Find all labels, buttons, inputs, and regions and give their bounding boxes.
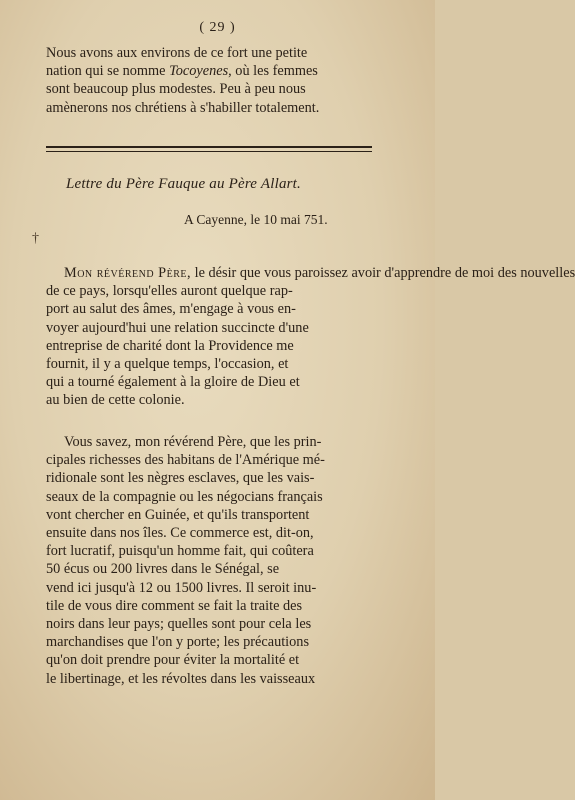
top-paragraph bbox=[46, 44, 372, 117]
text-line: au bien de cette colonie. bbox=[46, 392, 185, 409]
text-line: qu'on doit prendre pour éviter la mortalité et bbox=[46, 652, 300, 669]
text-line: noirs dans leur pays; quelles sont pour cela les bbox=[46, 616, 312, 633]
tribe-name: Tocoyenes bbox=[169, 63, 229, 80]
text-line: voyer aujourd'hui une relation succincte d'une bbox=[46, 319, 309, 336]
text-line: ridionale sont les nègres esclaves, que les vais- bbox=[46, 470, 315, 487]
text-line: cipales richesses des habitans de l'Amérique mé- bbox=[46, 452, 325, 469]
text-line: Nous avons aux environs de ce fort une petite bbox=[46, 45, 308, 61]
text-line: entreprise de charité dont la Providence me bbox=[46, 337, 294, 354]
second-paragraph bbox=[46, 433, 372, 688]
text-line: seaux de la compagnie ou les négocians français bbox=[46, 488, 323, 505]
text-line: fort lucratif, puisqu'un homme fait, qui coûtera bbox=[46, 543, 314, 560]
text-line: vend ici jusqu'à 12 ou 1500 livres. Il seroit inu- bbox=[46, 579, 317, 596]
text-line: tile de vous dire comment se fait la traite des bbox=[46, 597, 303, 614]
text-line bbox=[46, 264, 575, 282]
text-line: sont beaucoup plus modestes. Peu à peu nous bbox=[46, 81, 306, 98]
text-line: de ce pays, lorsqu'elles auront quelque rap- bbox=[46, 283, 293, 300]
margin-mark: † bbox=[32, 231, 39, 246]
text-line: marchandises que l'on y porte; les précautions bbox=[46, 634, 310, 651]
dateline: A Cayenne, le 10 mai 751. bbox=[184, 212, 328, 227]
section-divider-thin bbox=[46, 151, 372, 152]
text-line-rest: le désir que vous paroissez avoir d'apprendre de moi des nouvelles bbox=[191, 265, 575, 281]
text-line: ensuite dans nos îles. Ce commerce est, dit-on, bbox=[46, 525, 314, 542]
text-line: le libertinage, et les révoltes dans les vaisseaux bbox=[46, 670, 316, 687]
text-line: port au salut des âmes, m'engage à vous en- bbox=[46, 301, 296, 318]
text-line: 50 écus ou 200 livres dans le Sénégal, se bbox=[46, 561, 280, 578]
page-number: ( 29 ) bbox=[199, 20, 236, 35]
text-line: fournit, il y a quelque temps, l'occasion, et bbox=[46, 356, 289, 373]
section-divider bbox=[46, 146, 372, 148]
letter-paragraph bbox=[46, 264, 575, 410]
text-line: Vous savez, mon révérend Père, que les prin- bbox=[64, 434, 322, 450]
text-line: vont chercher en Guinée, et qu'ils transportent bbox=[46, 506, 310, 523]
salutation: Mon révérend Père, bbox=[64, 265, 192, 281]
text-line: qui a tourné également à la gloire de Dieu et bbox=[46, 374, 300, 391]
text-line: amènerons nos chrétiens à s'habiller totalement. bbox=[46, 99, 320, 116]
text-line: nation qui se nomme Tocoyenes, où les femmes bbox=[46, 63, 318, 80]
letter-title: Lettre du Père Fauque au Père Allart. bbox=[66, 176, 301, 192]
